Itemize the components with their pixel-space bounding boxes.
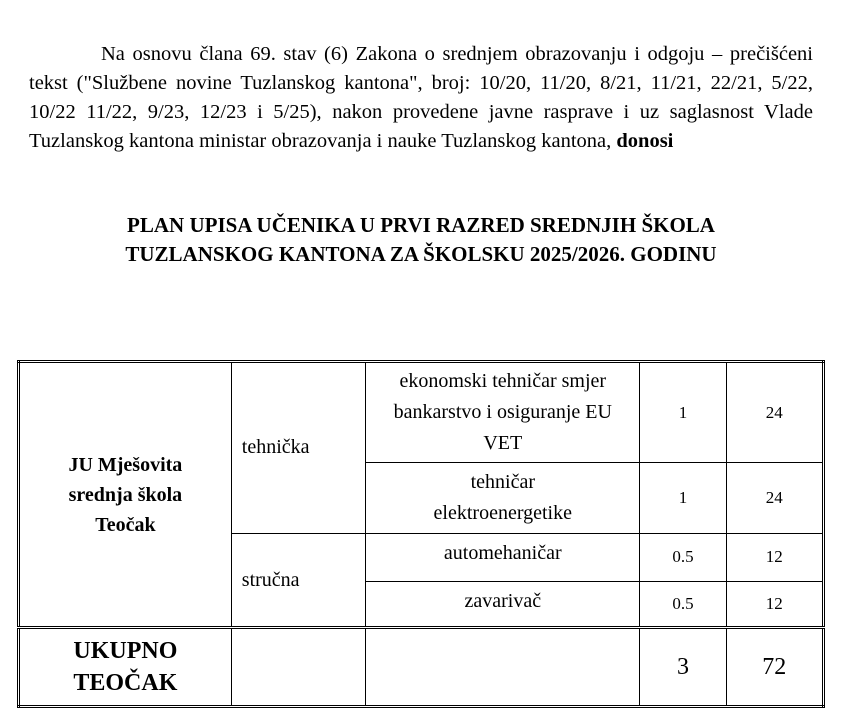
school-type-tehnicka: tehnička bbox=[231, 362, 366, 534]
intro-text: Na osnovu člana 69. stav (6) Zakona o srednjem obrazovanju i odgoju – prečišćeni tekst ("Službene novine Tuzlanskog kantona", broj: 10/20, 11/20, 8/21, 11/21, 22/21, 5/22, 10/22 11/22, 9/23, 12/23 i 5/25), nakon provedene javne rasprave i uz saglasnost Vlade Tuzlanskog kantona ministar obrazovanja i nauke Tuzlanskog kantona, bbox=[29, 43, 813, 152]
school-name: JU Mješovita srednja škola Teočak bbox=[19, 362, 232, 628]
program-name: ekonomski tehničar smjer bankarstvo i osiguranje EU VET bbox=[366, 362, 640, 463]
total-label: UKUPNO TEOČAK bbox=[19, 628, 232, 707]
program-name: zavarivač bbox=[366, 581, 640, 628]
program-name: tehničar elektroenergetike bbox=[366, 463, 640, 534]
students-count: 12 bbox=[726, 533, 823, 581]
students-count: 12 bbox=[726, 581, 823, 628]
total-students: 72 bbox=[726, 628, 823, 707]
document-title bbox=[0, 211, 842, 269]
title-line-1: PLAN UPISA UČENIKA U PRVI RAZRED SREDNJIH ŠKOLA bbox=[127, 213, 715, 237]
total-classes: 3 bbox=[640, 628, 726, 707]
classes-count: 0.5 bbox=[640, 533, 726, 581]
intro-paragraph bbox=[29, 40, 813, 156]
classes-count: 1 bbox=[640, 362, 726, 463]
intro-bold-word: donosi bbox=[616, 130, 674, 152]
table-row bbox=[19, 362, 824, 463]
total-row bbox=[19, 628, 824, 707]
school-type-strucna: stručna bbox=[231, 533, 366, 627]
empty-cell bbox=[366, 628, 640, 707]
students-count: 24 bbox=[726, 362, 823, 463]
enrollment-table bbox=[17, 360, 825, 708]
empty-cell bbox=[231, 628, 366, 707]
students-count: 24 bbox=[726, 463, 823, 534]
program-name: automehaničar bbox=[366, 533, 640, 581]
classes-count: 0.5 bbox=[640, 581, 726, 628]
title-line-2: TUZLANSKOG KANTONA ZA ŠKOLSKU 2025/2026. GODINU bbox=[125, 242, 717, 266]
classes-count: 1 bbox=[640, 463, 726, 534]
